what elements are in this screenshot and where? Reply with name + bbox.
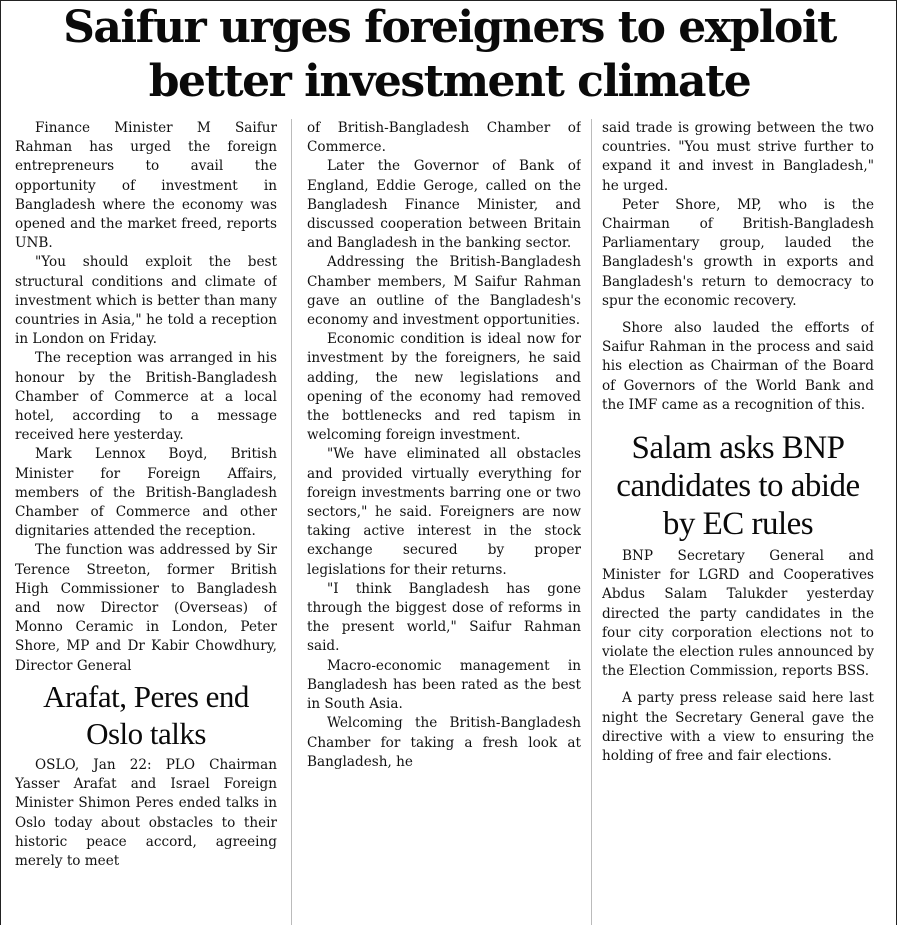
article-paragraph: said trade is growing between the two countries. "You must strive further to expand it and invest in Bangladesh," he urged. bbox=[602, 120, 874, 194]
article-paragraph: of British-Bangladesh Chamber of Commerce. bbox=[307, 120, 581, 156]
arafat-headline: Arafat, Peres end Oslo talks bbox=[43, 678, 249, 751]
article-paragraph: Shore also lauded the efforts of Saifur Rahman in the process and said his election as Chairman of the Board of Governors of the World Bank and the IMF came as a recognition of this. bbox=[602, 320, 874, 413]
article-paragraph: "You should exploit the best structural conditions and climate of investment which is better than many countries in Asia," he told a reception in London on Friday. bbox=[15, 254, 277, 348]
column-1 bbox=[15, 119, 277, 925]
article-paragraph: Welcoming the British-Bangladesh Chamber for taking a fresh look at Bangladesh, he bbox=[307, 715, 581, 770]
article-paragraph: Finance Minister M Saifur Rahman has urged the foreign entrepreneurs to avail the opportunity of investment in Bangladesh where the economy was opened and the market freed, reports UNB. bbox=[15, 120, 277, 252]
article-paragraph: "We have eliminated all obstacles and provided virtually everything for foreign investments barring one or two sectors," he said. Foreigners are now taking active interest in the stock exchange secured by proper legislations for their returns. bbox=[307, 446, 581, 578]
salam-headline: Salam asks BNP candidates to abide by EC rules bbox=[616, 430, 860, 543]
paragraph-gap bbox=[602, 311, 874, 319]
column-2 bbox=[307, 119, 581, 925]
main-headline: Saifur urges foreigners to exploit better investment climate bbox=[63, 2, 836, 107]
article-paragraph: Mark Lennox Boyd, British Minister for Foreign Affairs, members of the British-Bangladesh Chamber of Commerce and other dignitaries attended the reception. bbox=[15, 446, 277, 540]
article-paragraph: Economic condition is ideal now for investment by the foreigners, he said adding, the new legislations and opening of the economy had removed the bottlenecks and red tapism in welcoming foreign investment. bbox=[307, 331, 581, 444]
column-rule bbox=[591, 119, 592, 925]
column-rule bbox=[291, 119, 292, 925]
article-paragraph: Peter Shore, MP, who is the Chairman of British-Bangladesh Parliamentary group, lauded the Bangladesh's growth in exports and Bangladesh's return to democracy to spur the economic recovery. bbox=[602, 196, 874, 309]
article-paragraph: "I think Bangladesh has gone through the biggest dose of reforms in the present world," Saifur Rahman said. bbox=[307, 580, 581, 655]
article-paragraph: The function was addressed by Sir Terence Streeton, former British High Commissioner to Bangladesh and now Director (Overseas) of Monno Ceramic in London, Peter Shore, MP and Dr Kabir Chowdhury, Director General bbox=[15, 542, 277, 674]
article-paragraph: Later the Governor of Bank of England, Eddie Geroge, called on the Bangladesh Finance Minister, and discussed cooperation between Britain and Bangladesh in the banking sector. bbox=[307, 158, 581, 252]
article-paragraph: Macro-economic management in Bangladesh has been rated as the best in South Asia. bbox=[307, 657, 581, 713]
article-paragraph: A party press release said here last night the Secretary General gave the directive with a view to ensuring the holding of free and fair elections. bbox=[602, 690, 874, 765]
paragraph-gap bbox=[602, 681, 874, 689]
article-paragraph: The reception was arranged in his honour by the British-Bangladesh Chamber of Commerce at a local hotel, according to a message received here yesterday. bbox=[15, 350, 277, 444]
article-paragraph: BNP Secretary General and Minister for LGRD and Cooperatives Abdus Salam Talukder yesterday directed the party candidates in the four city corporation elections not to violate the election rules announced by the Election Commission, reports BSS. bbox=[602, 548, 874, 680]
article-paragraph: OSLO, Jan 22: PLO Chairman Yasser Arafat and Israel Foreign Minister Shimon Peres ended talks in Oslo today about obstacles to their historic peace accord, agreeing merely to meet bbox=[15, 756, 277, 869]
column-3 bbox=[602, 119, 874, 925]
article-paragraph: Addressing the British-Bangladesh Chamber members, M Saifur Rahman gave an outline of the Bangladesh's economy and investment opportunities. bbox=[307, 254, 581, 329]
